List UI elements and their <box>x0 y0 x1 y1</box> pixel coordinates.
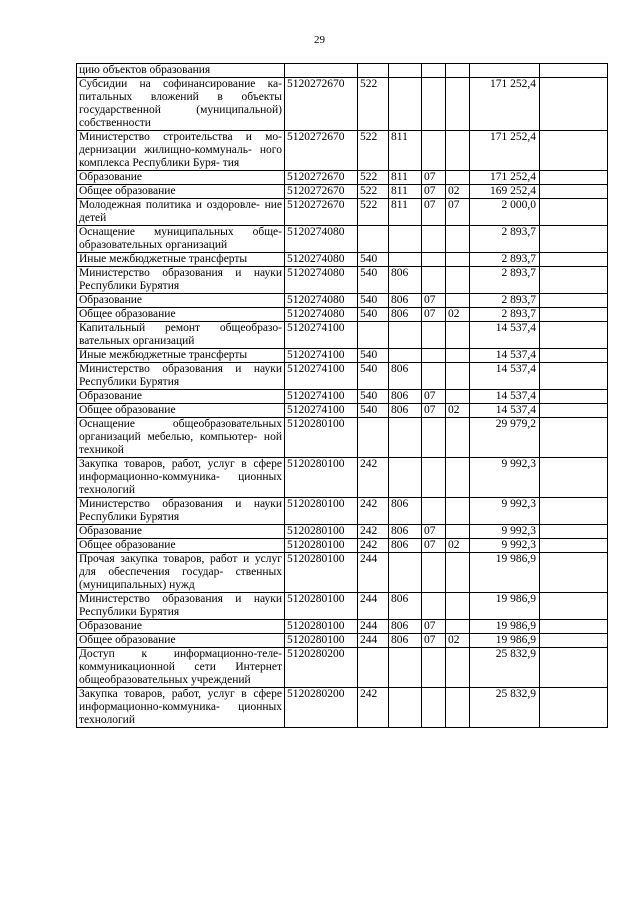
ministry-code-cell: 806 <box>389 525 422 539</box>
subsection-cell: 02 <box>446 404 470 418</box>
row-name-cell: Образование <box>77 620 285 634</box>
empty-column-cell <box>540 525 608 539</box>
target-code-cell: 5120280200 <box>285 688 358 728</box>
section-cell: 07 <box>422 404 446 418</box>
subsection-cell <box>446 349 470 363</box>
amount-cell: 2 893,7 <box>470 267 540 294</box>
ministry-code-cell: 811 <box>389 199 422 226</box>
table-row <box>77 308 608 322</box>
table-row <box>77 553 608 593</box>
ministry-code-cell: 806 <box>389 634 422 648</box>
table-row <box>77 498 608 525</box>
empty-column-cell <box>540 539 608 553</box>
empty-column-cell <box>540 418 608 458</box>
amount-cell: 2 893,7 <box>470 294 540 308</box>
row-name-cell: Министерство строительства и мо- дернизации жилищно-коммуналь- ного комплекса Республики Буря- тия <box>77 131 285 171</box>
subsection-cell <box>446 267 470 294</box>
table-row <box>77 688 608 728</box>
row-name-cell: Прочая закупка товаров, работ и услуг для обеспечения государ- ственных (муниципальных) нужд <box>77 553 285 593</box>
subsection-cell <box>446 648 470 688</box>
section-cell: 07 <box>422 308 446 322</box>
amount-cell: 19 986,9 <box>470 620 540 634</box>
ministry-code-cell <box>389 349 422 363</box>
expense-type-cell: 540 <box>358 404 389 418</box>
row-name-cell: Общее образование <box>77 185 285 199</box>
target-code-cell: 5120280100 <box>285 418 358 458</box>
row-name-cell: Образование <box>77 390 285 404</box>
ministry-code-cell: 811 <box>389 171 422 185</box>
expense-type-cell: 242 <box>358 525 389 539</box>
amount-cell: 19 986,9 <box>470 553 540 593</box>
target-code-cell: 5120274080 <box>285 308 358 322</box>
subsection-cell <box>446 418 470 458</box>
expense-type-cell: 244 <box>358 593 389 620</box>
target-code-cell: 5120280100 <box>285 539 358 553</box>
subsection-cell <box>446 131 470 171</box>
ministry-code-cell <box>389 253 422 267</box>
expense-type-cell: 540 <box>358 294 389 308</box>
subsection-cell <box>446 363 470 390</box>
section-cell <box>422 593 446 620</box>
empty-column-cell <box>540 322 608 349</box>
table-row <box>77 294 608 308</box>
amount-cell: 2 893,7 <box>470 226 540 253</box>
target-code-cell: 5120274100 <box>285 390 358 404</box>
section-cell <box>422 553 446 593</box>
section-cell: 07 <box>422 294 446 308</box>
empty-column-cell <box>540 131 608 171</box>
amount-cell: 2 000,0 <box>470 199 540 226</box>
row-name-cell: Министерство образования и науки Республики Бурятия <box>77 498 285 525</box>
subsection-cell: 07 <box>446 199 470 226</box>
subsection-cell <box>446 390 470 404</box>
row-name-cell: цию объектов образования <box>77 64 285 78</box>
empty-column-cell <box>540 267 608 294</box>
empty-column-cell <box>540 458 608 498</box>
table-row <box>77 131 608 171</box>
section-cell: 07 <box>422 185 446 199</box>
section-cell <box>422 253 446 267</box>
ministry-code-cell <box>389 226 422 253</box>
amount-cell: 19 986,9 <box>470 593 540 620</box>
row-name-cell: Доступ к информационно-теле- коммуникационной сети Интернет общеобразовательных учреждений <box>77 648 285 688</box>
target-code-cell <box>285 64 358 78</box>
empty-column-cell <box>540 498 608 525</box>
subsection-cell <box>446 294 470 308</box>
empty-column-cell <box>540 294 608 308</box>
empty-column-cell <box>540 688 608 728</box>
section-cell: 07 <box>422 199 446 226</box>
row-name-cell: Министерство образования и науки Республики Бурятия <box>77 593 285 620</box>
table-row <box>77 390 608 404</box>
ministry-code-cell: 806 <box>389 539 422 553</box>
section-cell <box>422 131 446 171</box>
table-row <box>77 199 608 226</box>
subsection-cell <box>446 322 470 349</box>
expense-type-cell: 242 <box>358 458 389 498</box>
empty-column-cell <box>540 363 608 390</box>
ministry-code-cell <box>389 458 422 498</box>
row-name-cell: Молодежная политика и оздоровле- ние детей <box>77 199 285 226</box>
ministry-code-cell: 806 <box>389 267 422 294</box>
expense-type-cell <box>358 64 389 78</box>
section-cell <box>422 418 446 458</box>
target-code-cell: 5120274100 <box>285 404 358 418</box>
expense-type-cell: 242 <box>358 688 389 728</box>
table-row <box>77 226 608 253</box>
expense-type-cell <box>358 418 389 458</box>
ministry-code-cell <box>389 688 422 728</box>
amount-cell: 171 252,4 <box>470 171 540 185</box>
table-row <box>77 525 608 539</box>
section-cell: 07 <box>422 171 446 185</box>
target-code-cell: 5120280100 <box>285 458 358 498</box>
amount-cell: 169 252,4 <box>470 185 540 199</box>
row-name-cell: Капитальный ремонт общеобразо- вательных организаций <box>77 322 285 349</box>
target-code-cell: 5120280100 <box>285 593 358 620</box>
amount-cell: 25 832,9 <box>470 648 540 688</box>
table-row <box>77 78 608 131</box>
row-name-cell: Оснащение общеобразовательных организаций мебелью, компьютер- ной техникой <box>77 418 285 458</box>
expense-type-cell: 540 <box>358 390 389 404</box>
amount-cell: 9 992,3 <box>470 525 540 539</box>
target-code-cell: 5120272670 <box>285 199 358 226</box>
subsection-cell: 02 <box>446 185 470 199</box>
expense-type-cell: 540 <box>358 363 389 390</box>
expense-type-cell: 244 <box>358 553 389 593</box>
amount-cell: 14 537,4 <box>470 404 540 418</box>
table-row <box>77 171 608 185</box>
amount-cell: 9 992,3 <box>470 539 540 553</box>
amount-cell: 14 537,4 <box>470 363 540 390</box>
section-cell <box>422 349 446 363</box>
target-code-cell: 5120274080 <box>285 253 358 267</box>
ministry-code-cell <box>389 553 422 593</box>
row-name-cell: Оснащение муниципальных обще- образовательных организаций <box>77 226 285 253</box>
empty-column-cell <box>540 78 608 131</box>
ministry-code-cell: 811 <box>389 131 422 171</box>
subsection-cell <box>446 593 470 620</box>
section-cell <box>422 267 446 294</box>
target-code-cell: 5120272670 <box>285 78 358 131</box>
section-cell <box>422 648 446 688</box>
empty-column-cell <box>540 199 608 226</box>
table-row <box>77 349 608 363</box>
ministry-code-cell: 806 <box>389 498 422 525</box>
empty-column-cell <box>540 620 608 634</box>
target-code-cell: 5120280100 <box>285 498 358 525</box>
target-code-cell: 5120280100 <box>285 525 358 539</box>
row-name-cell: Иные межбюджетные трансферты <box>77 349 285 363</box>
ministry-code-cell: 806 <box>389 620 422 634</box>
ministry-code-cell: 806 <box>389 593 422 620</box>
table-row <box>77 322 608 349</box>
subsection-cell <box>446 226 470 253</box>
empty-column-cell <box>540 648 608 688</box>
table-row <box>77 185 608 199</box>
target-code-cell: 5120272670 <box>285 185 358 199</box>
ministry-code-cell: 806 <box>389 308 422 322</box>
ministry-code-cell <box>389 648 422 688</box>
expense-type-cell: 540 <box>358 349 389 363</box>
section-cell <box>422 498 446 525</box>
budget-table <box>76 63 608 728</box>
ministry-code-cell: 806 <box>389 404 422 418</box>
expense-type-cell: 522 <box>358 171 389 185</box>
subsection-cell <box>446 171 470 185</box>
target-code-cell: 5120274100 <box>285 322 358 349</box>
expense-type-cell: 540 <box>358 253 389 267</box>
table-row <box>77 267 608 294</box>
table-row <box>77 539 608 553</box>
amount-cell: 9 992,3 <box>470 498 540 525</box>
ministry-code-cell: 811 <box>389 185 422 199</box>
table-row <box>77 253 608 267</box>
target-code-cell: 5120274080 <box>285 226 358 253</box>
section-cell <box>422 363 446 390</box>
empty-column-cell <box>540 253 608 267</box>
empty-column-cell <box>540 390 608 404</box>
page-number: 29 <box>314 34 325 46</box>
section-cell: 07 <box>422 539 446 553</box>
subsection-cell <box>446 620 470 634</box>
empty-column-cell <box>540 553 608 593</box>
empty-column-cell <box>540 634 608 648</box>
subsection-cell <box>446 553 470 593</box>
table-row <box>77 458 608 498</box>
target-code-cell: 5120274100 <box>285 363 358 390</box>
amount-cell: 171 252,4 <box>470 78 540 131</box>
target-code-cell: 5120274080 <box>285 267 358 294</box>
empty-column-cell <box>540 171 608 185</box>
section-cell <box>422 226 446 253</box>
ministry-code-cell: 806 <box>389 294 422 308</box>
amount-cell: 19 986,9 <box>470 634 540 648</box>
expense-type-cell <box>358 322 389 349</box>
target-code-cell: 5120280100 <box>285 620 358 634</box>
section-cell <box>422 78 446 131</box>
empty-column-cell <box>540 226 608 253</box>
ministry-code-cell: 806 <box>389 363 422 390</box>
subsection-cell <box>446 498 470 525</box>
row-name-cell: Общее образование <box>77 308 285 322</box>
row-name-cell: Общее образование <box>77 539 285 553</box>
table-row <box>77 648 608 688</box>
empty-column-cell <box>540 404 608 418</box>
subsection-cell <box>446 253 470 267</box>
expense-type-cell: 242 <box>358 539 389 553</box>
amount-cell: 25 832,9 <box>470 688 540 728</box>
subsection-cell: 02 <box>446 308 470 322</box>
expense-type-cell: 242 <box>358 498 389 525</box>
section-cell <box>422 458 446 498</box>
subsection-cell: 02 <box>446 539 470 553</box>
row-name-cell: Министерство образования и науки Республики Бурятия <box>77 267 285 294</box>
row-name-cell: Образование <box>77 294 285 308</box>
target-code-cell: 5120274080 <box>285 294 358 308</box>
expense-type-cell: 522 <box>358 199 389 226</box>
table-row <box>77 363 608 390</box>
amount-cell <box>470 64 540 78</box>
row-name-cell: Министерство образования и науки Республики Бурятия <box>77 363 285 390</box>
amount-cell: 14 537,4 <box>470 390 540 404</box>
expense-type-cell: 522 <box>358 131 389 171</box>
target-code-cell: 5120280100 <box>285 634 358 648</box>
empty-column-cell <box>540 185 608 199</box>
section-cell: 07 <box>422 525 446 539</box>
row-name-cell: Общее образование <box>77 404 285 418</box>
section-cell: 07 <box>422 390 446 404</box>
empty-column-cell <box>540 593 608 620</box>
amount-cell: 171 252,4 <box>470 131 540 171</box>
target-code-cell: 5120272670 <box>285 171 358 185</box>
expense-type-cell <box>358 226 389 253</box>
expense-type-cell: 522 <box>358 78 389 131</box>
subsection-cell <box>446 688 470 728</box>
target-code-cell: 5120280100 <box>285 553 358 593</box>
subsection-cell <box>446 78 470 131</box>
row-name-cell: Образование <box>77 171 285 185</box>
table-row <box>77 620 608 634</box>
target-code-cell: 5120272670 <box>285 131 358 171</box>
target-code-cell: 5120280200 <box>285 648 358 688</box>
section-cell <box>422 64 446 78</box>
amount-cell: 9 992,3 <box>470 458 540 498</box>
row-name-cell: Общее образование <box>77 634 285 648</box>
table-row <box>77 418 608 458</box>
subsection-cell <box>446 458 470 498</box>
amount-cell: 2 893,7 <box>470 308 540 322</box>
ministry-code-cell <box>389 418 422 458</box>
ministry-code-cell: 806 <box>389 390 422 404</box>
table-row <box>77 404 608 418</box>
expense-type-cell: 244 <box>358 620 389 634</box>
expense-type-cell: 522 <box>358 185 389 199</box>
expense-type-cell: 540 <box>358 308 389 322</box>
empty-column-cell <box>540 349 608 363</box>
row-name-cell: Закупка товаров, работ, услуг в сфере информационно-коммуника- ционных технологий <box>77 458 285 498</box>
empty-column-cell <box>540 64 608 78</box>
ministry-code-cell <box>389 322 422 349</box>
amount-cell: 2 893,7 <box>470 253 540 267</box>
expense-type-cell <box>358 648 389 688</box>
amount-cell: 14 537,4 <box>470 349 540 363</box>
target-code-cell: 5120274100 <box>285 349 358 363</box>
section-cell <box>422 322 446 349</box>
section-cell <box>422 688 446 728</box>
expense-type-cell: 244 <box>358 634 389 648</box>
subsection-cell <box>446 64 470 78</box>
table-row <box>77 634 608 648</box>
amount-cell: 14 537,4 <box>470 322 540 349</box>
ministry-code-cell <box>389 64 422 78</box>
row-name-cell: Образование <box>77 525 285 539</box>
row-name-cell: Иные межбюджетные трансферты <box>77 253 285 267</box>
section-cell: 07 <box>422 634 446 648</box>
row-name-cell: Закупка товаров, работ, услуг в сфере информационно-коммуника- ционных технологий <box>77 688 285 728</box>
ministry-code-cell <box>389 78 422 131</box>
subsection-cell: 02 <box>446 634 470 648</box>
section-cell: 07 <box>422 620 446 634</box>
table-row <box>77 64 608 78</box>
subsection-cell <box>446 525 470 539</box>
table-row <box>77 593 608 620</box>
amount-cell: 29 979,2 <box>470 418 540 458</box>
empty-column-cell <box>540 308 608 322</box>
expense-type-cell: 540 <box>358 267 389 294</box>
row-name-cell: Субсидии на софинансирование ка- питальных вложений в объекты государственной (муниципальной) собственности <box>77 78 285 131</box>
